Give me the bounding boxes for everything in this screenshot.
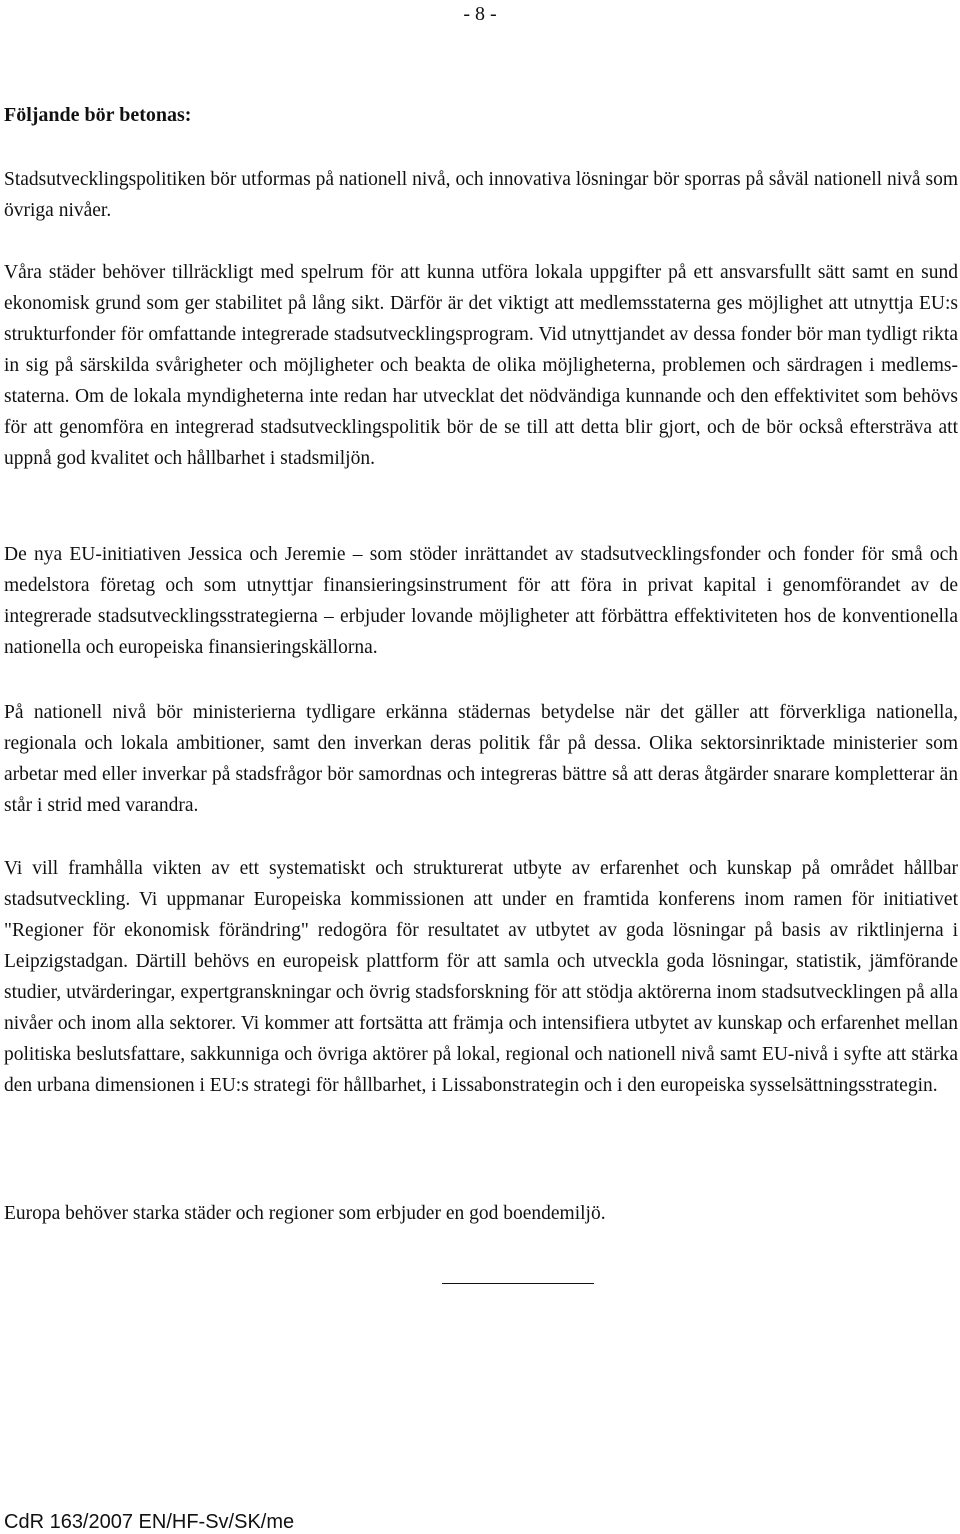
paragraph-6: Europa behöver starka städer och regioner som erbjuder en god boendemiljö.	[4, 1203, 606, 1224]
end-of-text-rule	[442, 1283, 594, 1284]
paragraph-5: Vi vill framhålla vikten av ett systematiskt och strukturerat utbyte av erfarenhet och kunskap på området hållbar stadsutveckling. Vi uppmanar Europeiska kommissionen att under en framtida konferens inom ramen för initiativet "Regioner för ekonomisk förändring" redogöra för resultatet av utbytet av goda lösningar på basis av riktlinjerna i Leipzigstadgan. Därtill behövs en europeisk plattform för att samla och utveckla goda lösningar, statistik, jämförande studier, utvärderingar, expertgranskningar och övrig stadsforskning för att stödja aktörerna inom stadsutvecklingen på alla nivåer och inom alla sektorer. Vi kommer att fortsätta att främja och intensifiera utbytet av kunskap och erfarenhet mellan politiska beslutsfattare, sakkunniga och övriga aktörer på lokal, regional och nationell nivå samt EU-nivå i syfte att stärka den urbana dimensionen i EU:s strategi för hållbarhet, i Lissabonstrategin och i den europeiska sysselsättningsstrategin.	[4, 858, 958, 1096]
paragraph-4: På nationell nivå bör ministerierna tydligare erkänna städernas betydelse när det gäller att förverkliga nationella, regionala och lokala ambitioner, samt den inverkan deras politik får på dessa. Olika sektorsinriktade ministerier som arbetar med eller inverkar på stadsfrågor bör samordnas och integreras bättre så att deras åtgärder snarare kompletterar än står i strid med varandra.	[4, 702, 958, 816]
section-heading: Följande bör betonas:	[4, 104, 192, 126]
document-reference-footer: CdR 163/2007 EN/HF-Sv/SK/me	[4, 1511, 295, 1533]
paragraph-2: Våra städer behöver tillräckligt med spelrum för att kunna utföra lokala uppgifter på ett ansvarsfullt sätt samt en sund ekonomisk grund som ger stabilitet på lång sikt. Därför är det viktigt att medlemsstaterna ges möjlighet att utnyttja EU:s strukturfonder för omfattande integrerade stadsutvecklingsprogram. Vid utnyttjandet av dessa fonder bör man tydligt rikta in sig på särskilda svårigheter och möjligheter och beakta de olika möjligheterna, problemen och särdragen i medlemsstaterna. Om de lokala myndigheterna inte redan har utvecklat det nödvändiga kunnande och den effektivitet som behövs för att genomföra en integrerad stadsutvecklingspolitik bör de se till att detta blir gjort, och de bör också eftersträva att uppnå god kvalitet och hållbarhet i stadsmiljön.	[4, 262, 958, 469]
paragraph-3: De nya EU-initiativen Jessica och Jeremie – som stöder inrättandet av stadsutvecklingsfonder och fonder för små och medelstora företag och som utnyttjar finansieringsinstrument för att föra in privat kapital i genomförandet av de integrerade stadsutvecklingsstrategierna – erbjuder lovande möjligheter att förbättra effektiviteten hos de konventionella nationella och europeiska finansieringskällorna.	[4, 544, 958, 658]
paragraph-1: Stadsutvecklingspolitiken bör utformas på nationell nivå, och innovativa lösningar bör sporras på såväl nationell nivå som övriga nivåer.	[4, 169, 958, 221]
page-number: - 8 -	[463, 3, 497, 25]
